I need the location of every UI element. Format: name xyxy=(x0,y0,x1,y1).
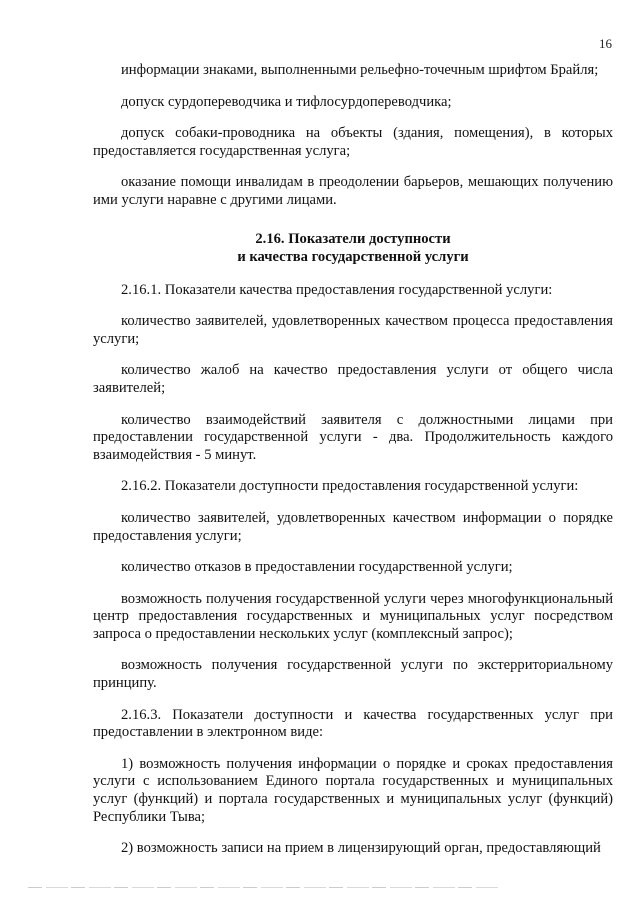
section-heading-line-1: 2.16. Показатели доступности xyxy=(255,230,451,247)
paragraph: количество заявителей, удовлетворенных качеством процесса предоставления услуги; xyxy=(93,313,613,347)
page-number: 16 xyxy=(599,36,612,51)
section-heading xyxy=(93,230,613,266)
paragraph: 2.16.1. Показатели качества предоставления государственной услуги: xyxy=(121,281,553,298)
paragraph: допуск собаки-проводника на объекты (здания, помещения), в которых предоставляется государственная услуга; xyxy=(93,125,613,159)
paragraph: информации знаками, выполненными рельефно-точечным шрифтом Брайля; xyxy=(121,62,599,78)
paragraph: 2.16.2. Показатели доступности предоставления государственной услуги: xyxy=(121,478,579,495)
paragraph: 2.16.3. Показатели доступности и качества государственных услуг при предоставлении в электронном виде: xyxy=(93,706,613,741)
paragraph: 2) возможность записи на прием в лицензирующий орган, предоставляющий xyxy=(121,840,601,857)
document-body xyxy=(93,62,613,858)
paragraph: количество жалоб на качество предоставления услуги от общего числа заявителей; xyxy=(93,362,613,396)
paragraph: возможность получения государственной услуги по экстерриториальному принципу. xyxy=(93,657,613,692)
paragraph: количество отказов в предоставлении государственной услуги; xyxy=(121,559,513,576)
paragraph: количество взаимодействий заявителя с должностными лицами при предоставлении государственной услуги - два. Продолжительность каждого взаимодействия - 5 минут. xyxy=(93,411,613,463)
paragraph: оказание помощи инвалидам в преодолении барьеров, мешающих получению ими услуги наравне с другими лицами. xyxy=(93,174,613,208)
paragraph: возможность получения государственной услуги через многофункциональный центр предоставления государственных и муниципальных услуг посредством запроса о предоставлении нескольких услуг (комплексный запрос); xyxy=(93,590,613,642)
paragraph: 1) возможность получения информации о порядке и сроках предоставления услуги с использованием Единого портала государственных и муниципальных услуг (функций) и портала государственных и муниципальных услуг (функций) Республики Тыва; xyxy=(93,755,613,825)
paragraph: допуск сурдопереводчика и тифлосурдопереводчика; xyxy=(121,93,452,110)
paragraph: количество заявителей, удовлетворенных качеством информации о порядке предоставления услуги; xyxy=(93,509,613,544)
section-heading-line-2: и качества государственной услуги xyxy=(237,248,469,265)
scan-artifact-line xyxy=(28,887,498,888)
